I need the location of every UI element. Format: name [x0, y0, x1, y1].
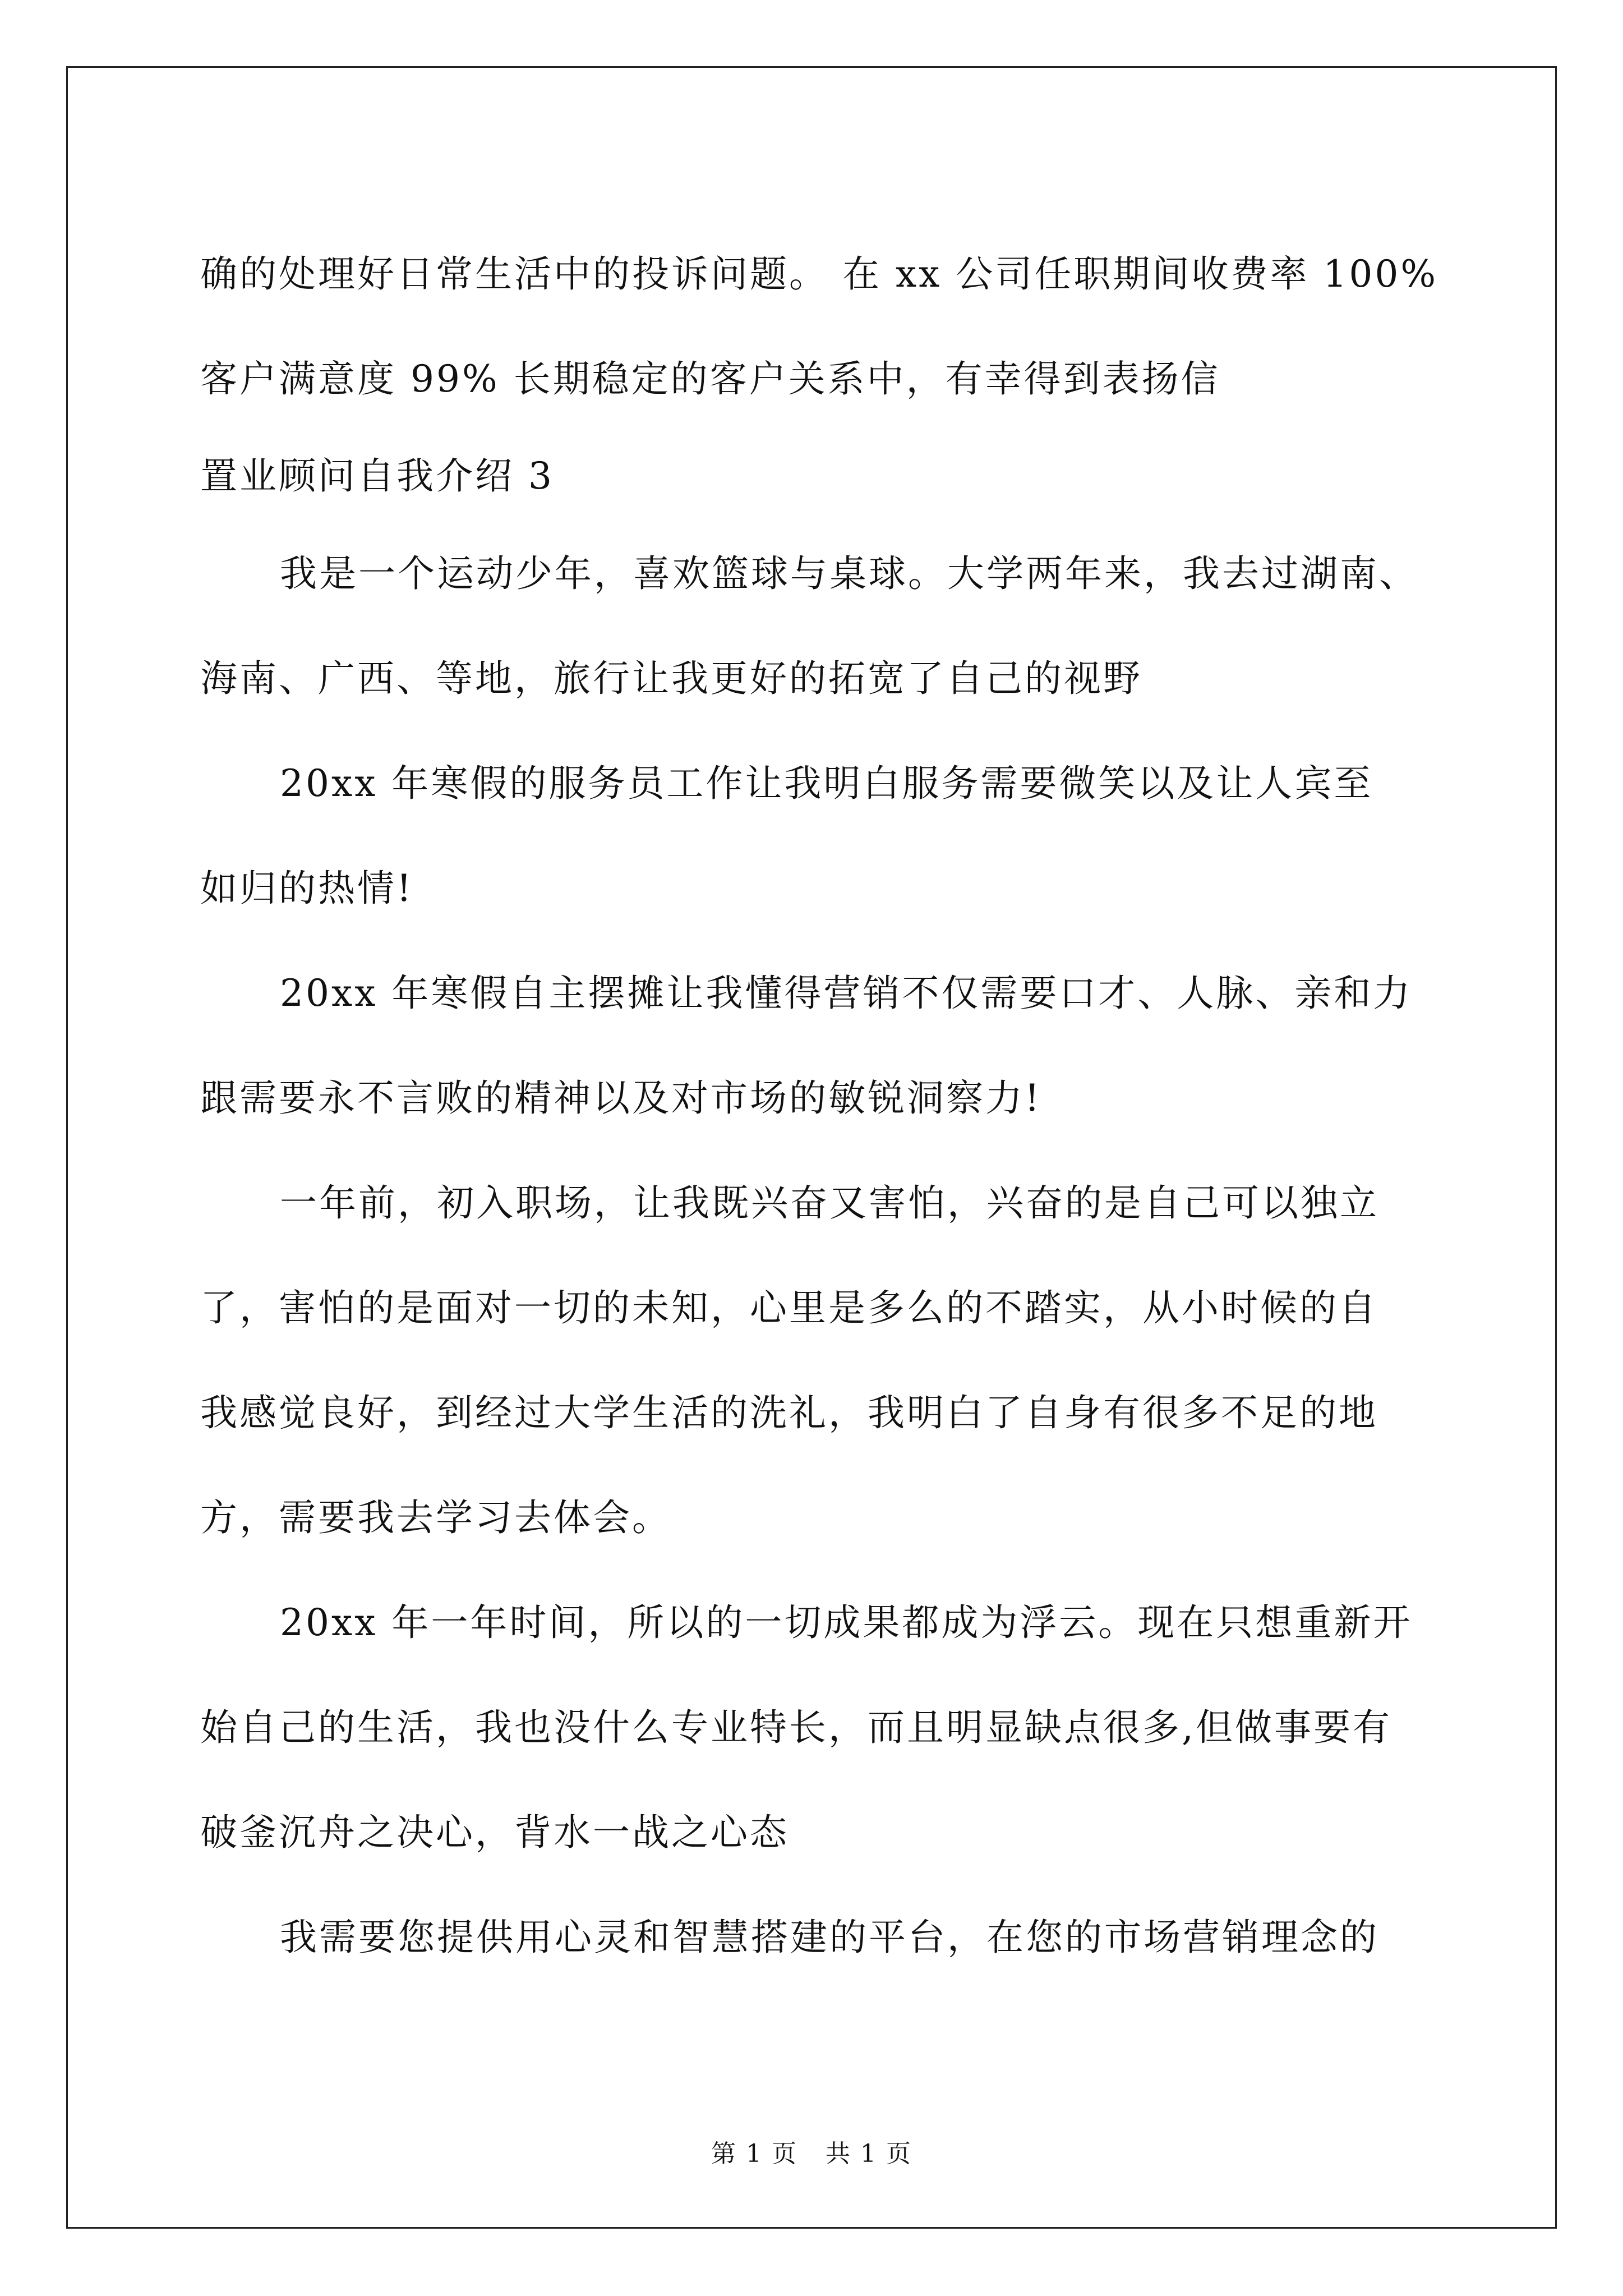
text-line-16: 破釜沉舟之决心，背水一战之心态 — [200, 1811, 789, 1854]
section-heading: 置业顾问自我介绍 3 — [200, 454, 554, 498]
text-line-9: 跟需要永不言败的精神以及对市场的敏锐洞察力! — [200, 1076, 1042, 1120]
text-line-15: 始自己的生活，我也没什么专业特长，而且明显缺点很多,但做事要有 — [200, 1706, 1392, 1749]
text-line-5: 海南、广西、等地，旅行让我更好的拓宽了自己的视野 — [200, 657, 1142, 700]
text-line-17: 我需要您提供用心灵和智慧搭建的平台，在您的市场营销理念的 — [280, 1916, 1379, 1959]
text-line-2: 客户满意度 99% 长期稳定的客户关系中，有幸得到表扬信 — [200, 357, 1220, 401]
page-number: 第 1 页 — [711, 2139, 797, 2168]
document-body — [200, 222, 1452, 1990]
text-line-14: 20xx 年一年时间，所以的一切成果都成为浮云。现在只想重新开 — [280, 1601, 1413, 1644]
text-line-1: 确的处理好日常生活中的投诉问题。 在 xx 公司任职期间收费率 100% — [200, 252, 1438, 296]
page-footer — [0, 2137, 1623, 2171]
text-line-7: 如归的热情! — [200, 867, 414, 910]
text-line-8: 20xx 年寒假自主摆摊让我懂得营销不仅需要口才、人脉、亲和力 — [280, 972, 1413, 1015]
text-line-10: 一年前，初入职场，让我既兴奋又害怕，兴奋的是自己可以独立 — [280, 1181, 1379, 1225]
text-line-6: 20xx 年寒假的服务员工作让我明白服务需要微笑以及让人宾至 — [280, 762, 1373, 805]
text-line-11: 了，害怕的是面对一切的未知，心里是多么的不踏实，从小时候的自 — [200, 1286, 1378, 1329]
page-total: 共 1 页 — [826, 2139, 912, 2168]
text-line-13: 方，需要我去学习去体会。 — [200, 1496, 671, 1539]
text-line-12: 我感觉良好，到经过大学生活的洗礼，我明白了自身有很多不足的地 — [200, 1391, 1378, 1434]
text-line-4: 我是一个运动少年，喜欢篮球与桌球。大学两年来，我去过湖南、 — [280, 552, 1418, 595]
